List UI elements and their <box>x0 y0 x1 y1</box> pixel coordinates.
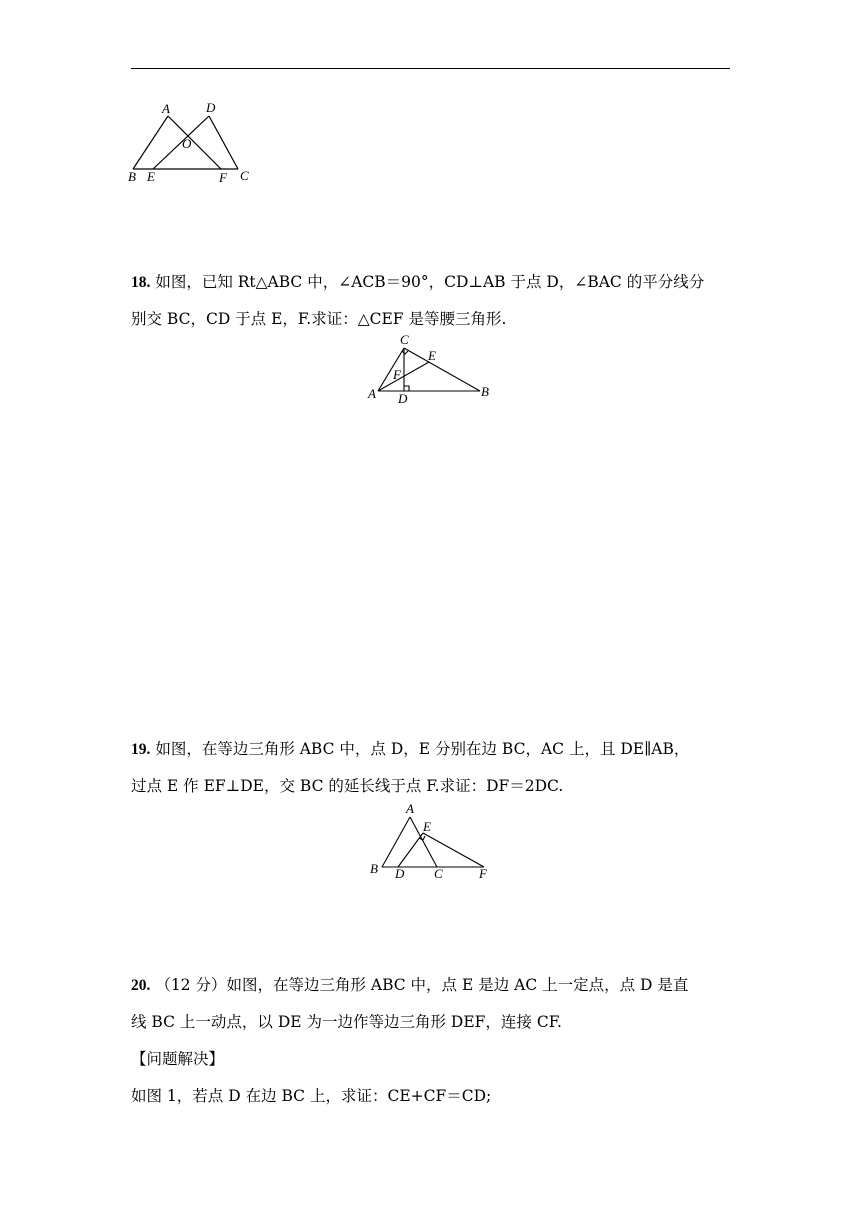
question-20-number: 20. <box>131 977 151 994</box>
question-19 <box>131 731 731 805</box>
question-18-number: 18. <box>131 274 151 291</box>
question-19-line-2: 过点 E 作 EF⊥DE，交 BC 的延长线于点 F.求证：DF＝2DC. <box>131 777 564 795</box>
fig19-label-b: B <box>370 861 378 876</box>
fig19-label-c: C <box>434 866 443 881</box>
question-18 <box>131 264 731 338</box>
fig19-label-d: D <box>395 866 405 881</box>
question-20-line-2: 线 BC 上一动点，以 DE 为一边作等边三角形 DEF，连接 CF. <box>131 1013 562 1031</box>
question-18-line-2: 别交 BC，CD 于点 E，F.求证：△CEF 是等腰三角形. <box>131 310 507 328</box>
fig18-label-d: D <box>398 391 408 406</box>
fig18-label-a: A <box>368 386 376 401</box>
fig17-label-c: C <box>240 168 249 183</box>
fig19-label-e: E <box>423 819 431 834</box>
question-20-line-3: 如图 1，若点 D 在边 BC 上，求证：CE+CF＝CD; <box>131 1087 492 1105</box>
fig17-label-f: F <box>219 170 227 185</box>
figure-17 <box>120 96 260 188</box>
fig17-label-d: D <box>206 100 216 115</box>
fig19-label-f: F <box>479 866 487 881</box>
question-18-line-1: 如图，已知 Rt△ABC 中，∠ACB＝90°，CD⊥AB 于点 D，∠BAC 的平分线分 <box>155 273 705 291</box>
question-19-number: 19. <box>131 741 151 758</box>
fig18-label-f: F <box>393 367 401 382</box>
question-20 <box>131 967 731 1115</box>
fig17-label-a: A <box>162 101 170 116</box>
fig17-label-o: O <box>182 136 192 151</box>
question-19-line-1: 如图，在等边三角形 ABC 中，点 D，E 分别在边 BC，AC 上，且 DE∥AB， <box>155 740 690 758</box>
header-rule <box>131 68 730 69</box>
fig17-label-b: B <box>128 169 136 184</box>
fig18-label-b: B <box>481 384 489 399</box>
question-20-section-heading: 【问题解决】 <box>131 1050 225 1068</box>
question-20-line-1: （12 分）如图，在等边三角形 ABC 中，点 E 是边 AC 上一定点，点 D 是直 <box>155 976 689 994</box>
fig17-label-e: E <box>147 169 155 184</box>
fig18-label-e: E <box>428 348 436 363</box>
figure-18 <box>362 330 502 406</box>
figure-19 <box>362 800 502 885</box>
fig19-label-a: A <box>406 801 414 816</box>
fig18-label-c: C <box>400 332 409 347</box>
